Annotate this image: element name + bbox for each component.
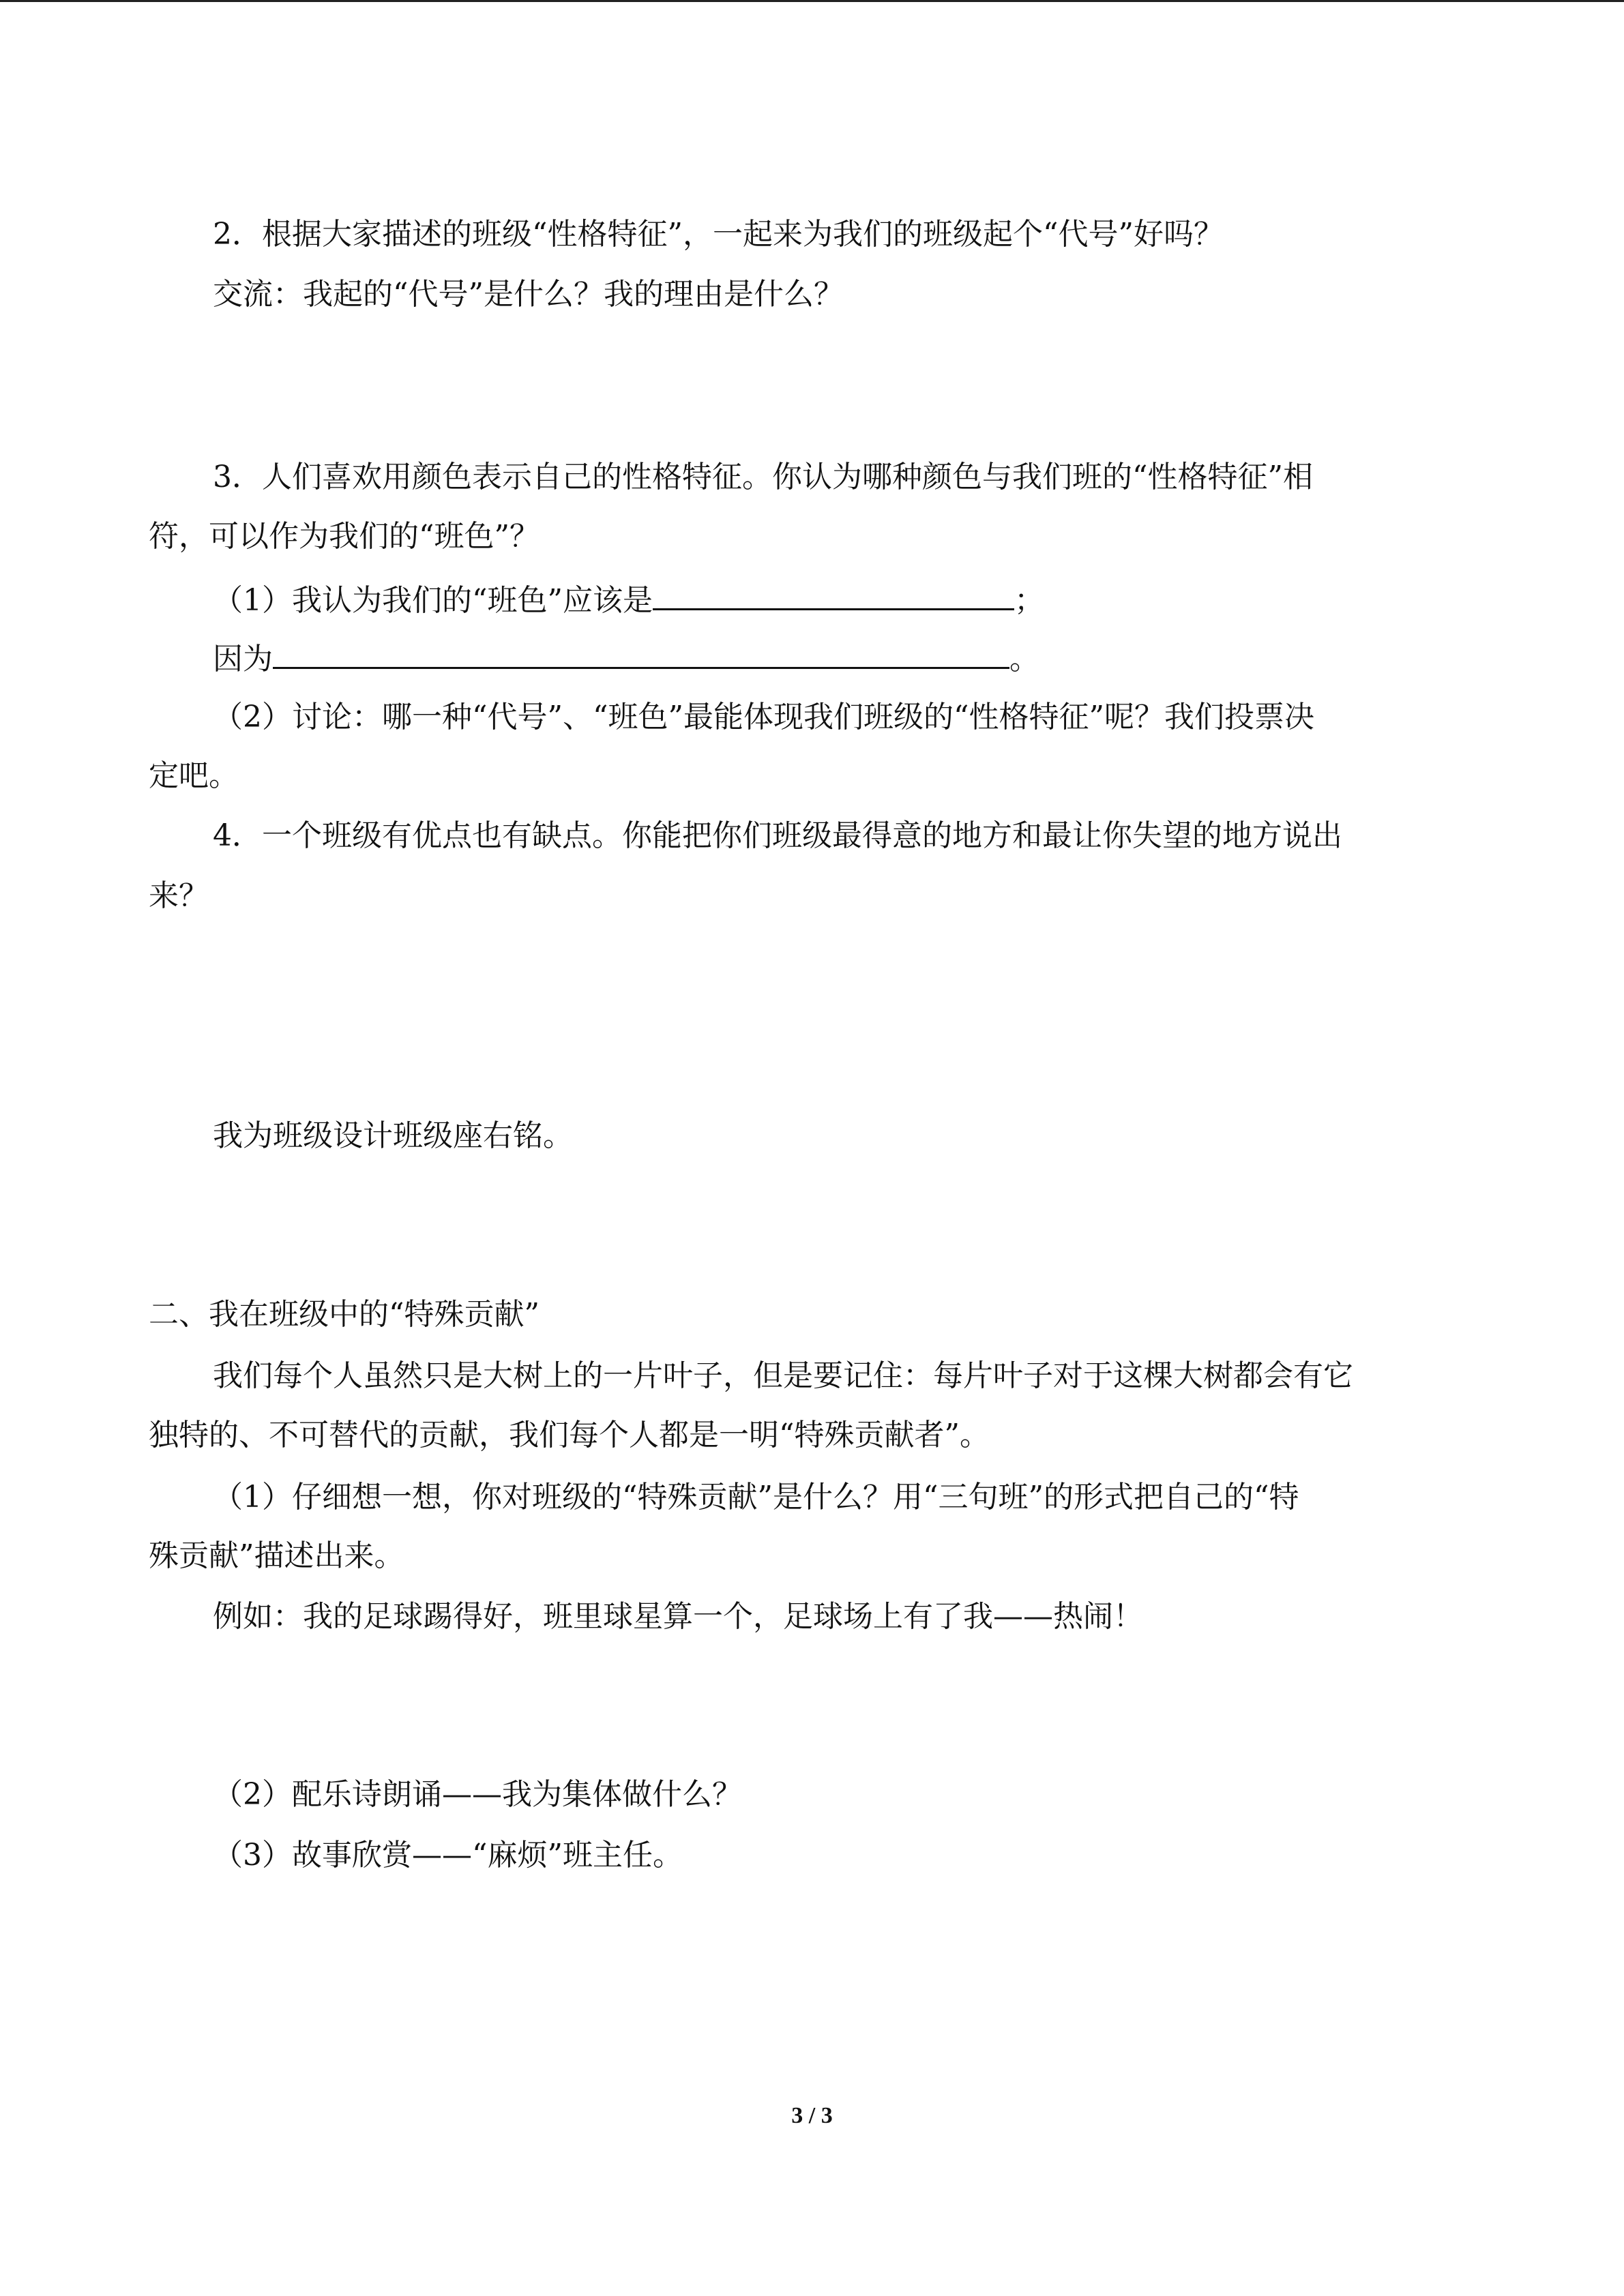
q2-line-1: 2．根据大家描述的班级“性格特征”，一起来为我们的班级起个“代号”好吗？ (213, 217, 1224, 252)
section-2-item-3: （3）故事欣赏——“麻烦”班主任。 (213, 1838, 683, 1873)
q3-because-prefix: 因为 (213, 642, 273, 676)
q3-sub2-line-2: 定吧。 (149, 758, 239, 793)
section-2-item-2: （2）配乐诗朗诵——我为集体做什么？ (213, 1777, 742, 1812)
q4-line-1: 4．一个班级有优点也有缺点。你能把你们班级最得意的地方和最让你失望的地方说出 (213, 818, 1342, 853)
color-answer-blank[interactable] (653, 578, 1014, 610)
q3-sub2-line-1: （2）讨论：哪一种“代号”、“班色”最能体现我们班级的“性格特征”呢？我们投票决 (213, 700, 1314, 734)
section-2-heading: 二、我在班级中的“特殊贡献” (149, 1297, 540, 1332)
reason-answer-blank[interactable] (273, 637, 1009, 669)
q4-line-2: 来？ (149, 878, 209, 913)
q3-line-2: 符，可以作为我们的“班色”？ (149, 519, 540, 554)
q3-line-1: 3．人们喜欢用颜色表示自己的性格特征。你认为哪种颜色与我们班的“性格特征”相 (213, 460, 1313, 494)
q3-because (213, 637, 1039, 680)
section-2-para-line-2: 独特的、不可替代的贡献，我们每个人都是一明“特殊贡献者”。 (149, 1418, 990, 1452)
section-2-para-line-1: 我们每个人虽然只是大树上的一片叶子，但是要记住：每片叶子对于这棵大树都会有它 (213, 1358, 1353, 1393)
q3-sub1-prefix: （1）我认为我们的“班色”应该是 (213, 583, 653, 618)
q3-sub1-suffix: ； (1014, 583, 1044, 618)
q3-sub1 (213, 578, 1044, 621)
motto-prompt: 我为班级设计班级座右铭。 (213, 1118, 573, 1153)
page-number: 3 / 3 (791, 2103, 833, 2128)
q3-because-suffix: 。 (1009, 642, 1039, 676)
section-2-example: 例如：我的足球踢得好，班里球星算一个，足球场上有了我——热闹！ (213, 1599, 1143, 1634)
page-top-border (0, 0, 1624, 2)
section-2-item-1-line-1: （1）仔细想一想，你对班级的“特殊贡献”是什么？用“三句班”的形式把自己的“特 (213, 1480, 1299, 1515)
q2-line-2: 交流：我起的“代号”是什么？我的理由是什么？ (213, 277, 844, 312)
section-2-item-1-line-2: 殊贡献”描述出来。 (149, 1538, 404, 1573)
